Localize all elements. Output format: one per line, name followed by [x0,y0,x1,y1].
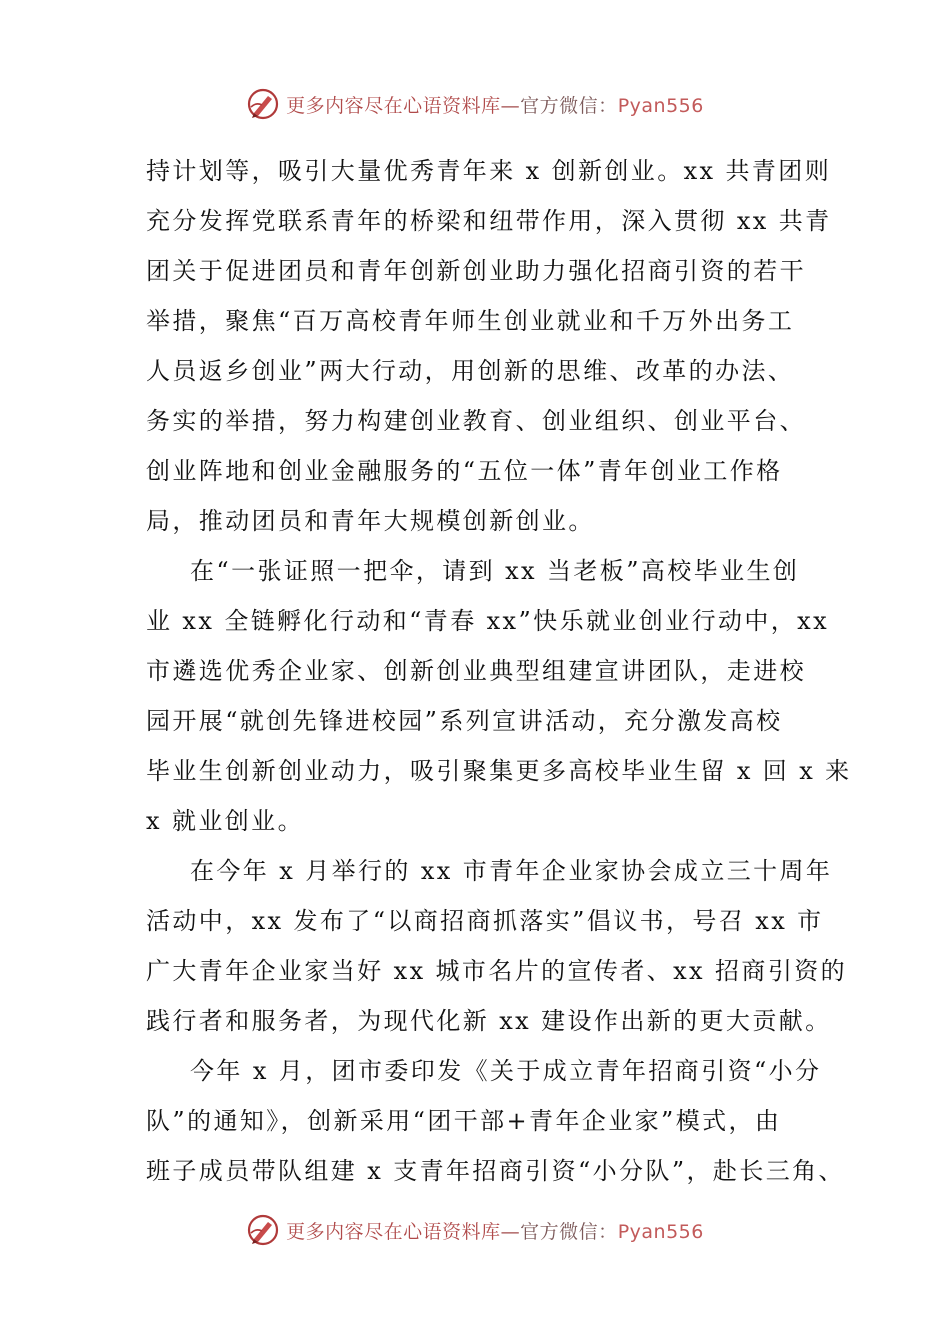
footer-site-name: 更多内容尽在心语资料库 [286,1220,501,1243]
footer-official-label: 官方微信： [520,1220,618,1243]
header-banner [0,84,950,124]
body-text-line: 在今年 x 月举行的 xx 市青年企业家协会成立三十周年 [190,857,833,885]
header-site-name: 更多内容尽在心语资料库 [286,94,501,117]
body-text-line: 活动中，xx 发布了“以商招商抓落实”倡议书，号召 xx 市 [146,907,824,935]
body-text-line: 局，推动团员和青年大规模创新创业。 [146,507,595,535]
document-body [146,146,852,1196]
body-text-line: 持计划等，吸引大量优秀青年来 x 创新创业。xx 共青团则 [146,157,832,185]
body-text-line: 在“一张证照一把伞，请到 xx 当老板”高校毕业生创 [190,557,800,585]
body-text-line: 队”的通知》，创新采用“团干部+青年企业家”模式，由 [146,1107,782,1135]
body-text-line: 班子成员带队组建 x 支青年招商引资“小分队”，赴长三角、 [146,1157,845,1185]
body-text-line: 创业阵地和创业金融服务的“五位一体”青年创业工作格 [146,457,783,485]
body-text-line: 广大青年企业家当好 xx 城市名片的宣传者、xx 招商引资的 [146,957,848,985]
body-text-line: 毕业生创新创业动力，吸引聚集更多高校毕业生留 x 回 x 来 [146,757,852,785]
body-text-line: 业 xx 全链孵化行动和“青春 xx”快乐就业创业行动中，xx [146,607,830,635]
footer-dash: — [500,1220,521,1243]
header-official-label: 官方微信： [520,94,618,117]
body-text-line: 市遴选优秀企业家、创新创业典型组建宣讲团队，走进校 [146,657,806,685]
body-text-line: 团关于促进团员和青年创新创业助力强化招商引资的若干 [146,257,806,285]
footer-wechat-id: Pyan556 [617,1220,704,1243]
body-text-line: 举措，聚焦“百万高校青年师生创业就业和千万外出务工 [146,307,795,335]
body-text-line: 人员返乡创业”两大行动，用创新的思维、改革的办法、 [146,357,795,385]
body-text-line: x 就业创业。 [146,807,304,835]
pen-logo-icon [246,1213,280,1247]
footer-banner [0,1210,950,1250]
body-text-line: 务实的举措，努力构建创业教育、创业组织、创业平台、 [146,407,806,435]
body-text-line: 充分发挥党联系青年的桥梁和纽带作用，深入贯彻 xx 共青 [146,207,832,235]
pen-logo-icon [246,87,280,121]
header-wechat-id: Pyan556 [617,94,704,117]
header-dash: — [500,94,521,117]
footer-banner-text [286,1217,704,1244]
body-text-line: 今年 x 月，团市委印发《关于成立青年招商引资“小分 [190,1057,822,1085]
body-text-line: 园开展“就创先锋进校园”系列宣讲活动，充分激发高校 [146,707,783,735]
body-text-line: 践行者和服务者，为现代化新 xx 建设作出新的更大贡献。 [146,1007,832,1035]
header-banner-text [286,91,704,118]
